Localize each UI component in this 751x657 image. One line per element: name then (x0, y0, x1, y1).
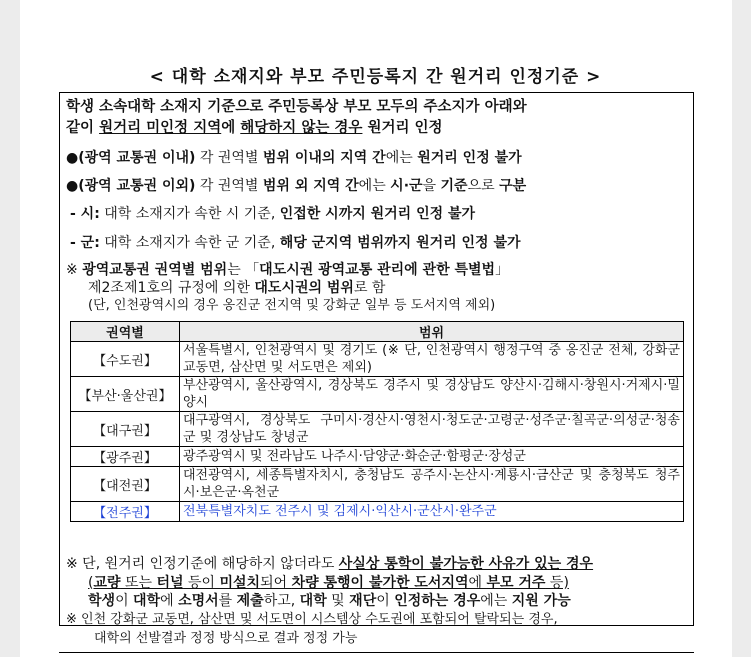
table-header-row (71, 322, 684, 342)
region-cell: 【전주권】 (71, 502, 180, 522)
intro-line-1: 학생 소속대학 소재지 기준으로 주민등록상 부모 모두의 주소지가 아래와 (66, 99, 527, 115)
bullet-within-zone: ●(광역 교통권 이내) 각 권역별 범위 이내의 지역 간에는 원거리 인정 불가 (66, 150, 522, 166)
dash-city-rule: - 시: 대학 소재지가 속한 시 기준, 인접한 시까지 원거리 인정 불가 (70, 206, 476, 222)
bottom-rule (59, 652, 694, 653)
note-exception-line-1: ※ 단, 원거리 인정기준에 해당하지 않더라도 사실상 통학이 불가능한 사유가 있는 경우 (66, 556, 594, 572)
dash-county-rule: - 군: 대학 소재지가 속한 군 기준, 해당 군지역 범위까지 원거리 인정 불가 (70, 235, 521, 251)
criteria-box (59, 92, 694, 626)
header-region: 권역별 (71, 322, 180, 342)
note-metro-range-line-2: 제2조제1호의 규정에 의한 대도시권의 범위로 함 (88, 280, 386, 296)
table-row (71, 502, 684, 522)
region-table (70, 321, 684, 522)
page-title: < 대학 소재지와 부모 주민등록지 간 원거리 인정기준 > (149, 67, 602, 87)
table-row (71, 412, 684, 447)
table-row (71, 467, 684, 502)
note-metro-range-line-1: ※ 광역교통권 권역별 범위는 「대도시권 광역교통 관리에 관한 특별법」 (66, 262, 510, 278)
range-cell: 대전광역시, 세종특별자치시, 충청남도 공주시·논산시·계룡시·금산군 및 충청북도 청주시·보은군·옥천군 (180, 467, 684, 502)
table-row (71, 377, 684, 412)
range-cell: 전북특별자치도 전주시 및 김제시·익산시·군산시·완주군 (180, 502, 684, 522)
range-cell: 서울특별시, 인천광역시 및 경기도 (※ 단, 인천광역시 행정구역 중 옹진군 전체, 강화군 교동면, 삼산면 및 서도면은 제외) (180, 342, 684, 377)
range-cell: 광주광역시 및 전라남도 나주시·담양군·화순군·함평군·장성군 (180, 447, 684, 467)
table-row (71, 342, 684, 377)
range-cell: 대구광역시, 경상북도 구미시·경산시·영천시·청도군·고령군·성주군·칠곡군·의성군·청송군 및 경상남도 창녕군 (180, 412, 684, 447)
range-cell: 부산광역시, 울산광역시, 경상북도 경주시 및 경상남도 양산시·김해시·창원시·거제시·밀양시 (180, 377, 684, 412)
region-cell: 【대전권】 (71, 467, 180, 502)
note-exception-line-3: 학생이 대학에 소명서를 제출하고, 대학 및 재단이 인정하는 경우에는 지원 가능 (88, 593, 571, 609)
note-system-line-1: ※ 인천 강화군 교동면, 삼산면 및 서도면이 시스템상 수도권에 포함되어 탈락되는 경우, (66, 612, 558, 627)
note-exception-line-2: (교량 또는 터널 등이 미설치되어 차량 통행이 불가한 도서지역에 부모 거주 등) (88, 575, 569, 591)
region-cell: 【수도권】 (71, 342, 180, 377)
region-cell: 【광주권】 (71, 447, 180, 467)
region-cell: 【대구권】 (71, 412, 180, 447)
note-metro-range-line-3: (단, 인천광역시의 경우 옹진군 전지역 및 강화군 일부 등 도서지역 제외) (88, 298, 496, 313)
header-range: 범위 (180, 322, 684, 342)
intro-line-2: 같이 원거리 미인정 지역에 해당하지 않는 경우 원거리 인정 (66, 120, 443, 136)
table-row (71, 447, 684, 467)
bullet-outside-zone: ●(광역 교통권 이외) 각 권역별 범위 외 지역 간에는 시·군을 기준으로 구분 (66, 178, 527, 194)
note-system-line-2: 대학의 선발결과 정정 방식으로 결과 정정 가능 (94, 631, 358, 646)
region-cell: 【부산·울산권】 (71, 377, 180, 412)
